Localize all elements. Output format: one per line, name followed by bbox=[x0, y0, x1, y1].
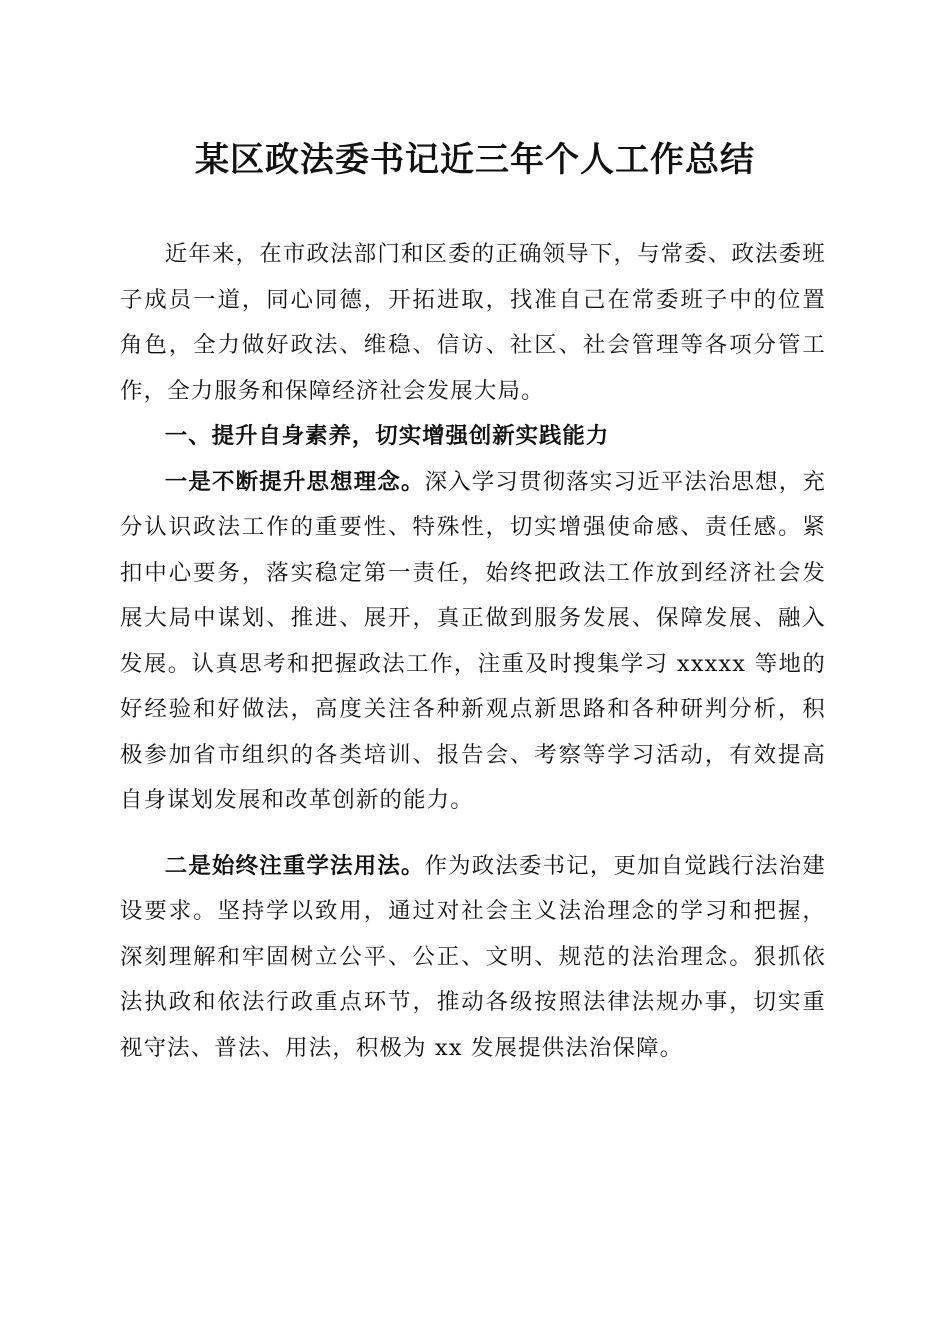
intro-paragraph: 近年来，在市政法部门和区委的正确领导下，与常委、政法委班子成员一道，同心同德，开拓进取，找准自己在常委班子中的位置角色，全力做好政法、维稳、信访、社区、社会管理等各项分管工作，全力服务和保障经济社会发展大局。 bbox=[120, 241, 826, 404]
document-title: 某区政法委书记近三年个人工作总结 bbox=[195, 140, 755, 180]
paragraph-1-lead: 一是不断提升思想理念。 bbox=[164, 468, 425, 495]
paragraph-2 bbox=[120, 844, 826, 1072]
paragraph-2-lead: 二是始终注重学法用法。 bbox=[164, 852, 425, 879]
section-heading-1: 一、提升自身素养，切实增强创新实践能力 bbox=[164, 423, 610, 449]
paragraph-1 bbox=[120, 460, 826, 824]
paragraph-2-text: 作为政法委书记，更加自觉践行法治建设要求。坚持学以致用，通过对社会主义法治理念的学习和把握，深刻理解和牢固树立公平、公正、文明、规范的法治理念。狠抓依法执政和依法行政重点环节，推动各级按照法律法规办事，切实重视守法、普法、用法，积极为 xx 发展提供法治保障。 bbox=[120, 852, 826, 1061]
document-body bbox=[120, 232, 826, 1071]
paragraph-1-text: 深入学习贯彻落实习近平法治思想，充分认识政法工作的重要性、特殊性，切实增强使命感、责任感。紧扣中心要务，落实稳定第一责任，始终把政法工作放到经济社会发展大局中谋划、推进、展开，真正做到服务发展、保障发展、融入发展。认真思考和把握政法工作，注重及时搜集学习 xxxxx 等地的好经验和好做法，高度关注各种新观点新思路和各种研判分析，积极参加省市组织的各类培训、报告会、考察等学习活动，有效提高自身谋划发展和改革创新的能力。 bbox=[120, 468, 826, 813]
paragraph-spacer bbox=[120, 824, 826, 844]
